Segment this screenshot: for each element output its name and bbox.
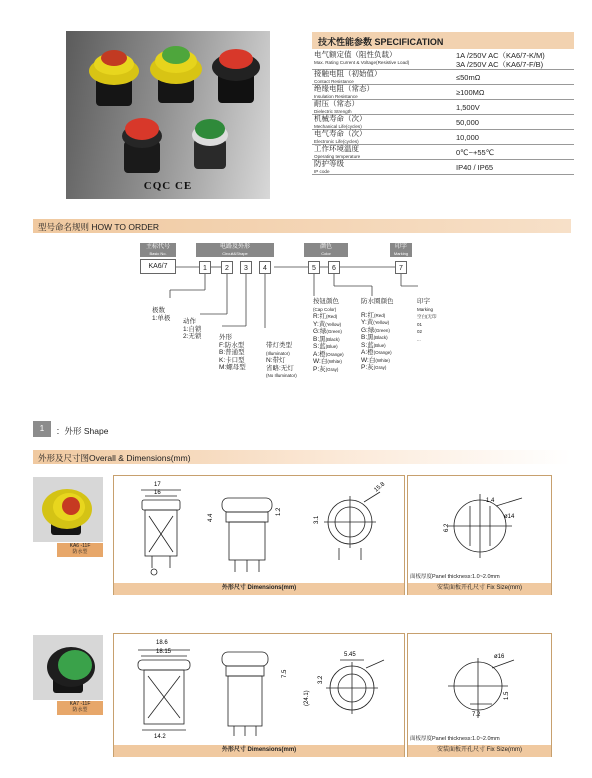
dim-k2: 18.15 bbox=[156, 649, 172, 655]
dimensions-title: 外形及尺寸图Overall & Dimensions(mm) bbox=[33, 450, 571, 464]
order-title: 型号命名规则 HOW TO ORDER bbox=[33, 219, 571, 233]
code-5: 5 bbox=[308, 261, 320, 274]
color-option: R:红(Red) bbox=[361, 311, 386, 319]
spec-label: 接触电阻（初始值） Contact Resistance bbox=[314, 69, 382, 84]
shape-label: 外形 F:防水型 B:普通型 K:卡口型 M:螺母型 bbox=[219, 334, 246, 371]
dim-k10: 1.5 bbox=[504, 691, 510, 700]
code-3: 3 bbox=[240, 261, 252, 274]
spec-value: 1A /250V AC（KA6/7-K/M) 3A /250V AC（KA6/7-F/B) bbox=[456, 51, 545, 69]
ka7-fixsize-drawing bbox=[408, 634, 551, 734]
dim-d6: 1.4 bbox=[486, 498, 495, 504]
ka7-dimension-drawing bbox=[114, 634, 404, 742]
dimension-caption-ka7: 外形尺寸 Dimensions(mm) bbox=[114, 745, 404, 757]
color-option: S:蓝(Blue) bbox=[361, 341, 386, 349]
dim-d7: ø14 bbox=[504, 514, 515, 520]
fixsize-panel-ka6 bbox=[407, 475, 552, 595]
code-6: 6 bbox=[328, 261, 340, 274]
product-photo bbox=[66, 31, 270, 199]
fixsize-caption-ka7: 安装面板开孔尺寸 Fix Size(mm) bbox=[408, 745, 551, 757]
ka7-button-icon bbox=[33, 635, 103, 700]
code-basic: KA6/7 bbox=[140, 259, 176, 274]
dim-d8: 6.2 bbox=[444, 523, 450, 532]
color-option: B:黑(Black) bbox=[313, 335, 340, 343]
spec-value: ≤50mΩ bbox=[456, 72, 481, 82]
spec-row bbox=[312, 160, 574, 175]
dim-k5: (24.1) bbox=[304, 690, 310, 706]
spec-row bbox=[312, 115, 574, 130]
buttons-illustration bbox=[66, 31, 270, 199]
spec-row bbox=[312, 130, 574, 145]
dim-d5: 3.1 bbox=[314, 515, 320, 524]
lamp-label: 带灯类型 (Illuminator) N:带灯 省略:无灯 (No Illuminator) bbox=[266, 342, 297, 378]
spec-row bbox=[312, 85, 574, 100]
ring-color-list: 防水圈颜色 R:红(Red) Y:黄(Yellow) G:绿(Green) B:黑(Black) S:蓝(Blue) A:橙(Orange) W:白(White) P:灰(Gray) bbox=[361, 298, 394, 371]
photo-caption: CQC CE bbox=[143, 180, 193, 192]
spec-row bbox=[312, 70, 574, 85]
dim-k6: 3.2 bbox=[318, 675, 324, 684]
color-option: Y:黄(Yellow) bbox=[361, 319, 390, 326]
marking-list: 印字 Marking 空白(无印 01 02 ... bbox=[417, 298, 437, 342]
spec-label: 机械寿命（次） Mechanical Life(cycles) bbox=[314, 114, 367, 129]
section-title: ：外形 Shape bbox=[56, 426, 109, 436]
fixsize-panel-ka7 bbox=[407, 633, 552, 757]
dim-k8: ø16 bbox=[494, 654, 505, 660]
code-1: 1 bbox=[199, 261, 211, 274]
spec-value: IP40 / IP65 bbox=[456, 162, 494, 172]
ka6-dimension-drawing bbox=[114, 476, 404, 581]
panel-note-ka7: 面板厚度Panel thickness:1.0~2.0mm bbox=[410, 736, 500, 742]
spec-label: 绝缘电阻（常态） Insulation Resistance bbox=[314, 84, 374, 99]
dim-d9: 15.8 bbox=[373, 481, 387, 494]
ka6-button-icon bbox=[33, 477, 103, 542]
dim-d2: 16 bbox=[154, 490, 161, 496]
product-thumb-ka6 bbox=[33, 477, 103, 542]
dim-d3: 4.4 bbox=[208, 513, 214, 522]
spec-label: 电气寿命（次） Electronic Life(cycles) bbox=[314, 129, 367, 144]
product-label-ka7: KA7 -11F 防水型 bbox=[57, 701, 103, 715]
dim-d1: 17 bbox=[154, 482, 161, 488]
panel-note-ka6: 面板厚度Panel thickness:1.0~2.0mm bbox=[410, 574, 500, 580]
dimension-panel-ka7 bbox=[113, 633, 405, 757]
group-basic: 主标代号 Basic No. bbox=[140, 243, 176, 257]
product-label-ka6: KA6 -11F 防水型 bbox=[57, 543, 103, 557]
code-2: 2 bbox=[221, 261, 233, 274]
spec-value: 50,000 bbox=[456, 117, 479, 127]
product-thumb-ka7 bbox=[33, 635, 103, 700]
color-option: G:绿(Green) bbox=[313, 328, 342, 335]
color-option: S:蓝(Blue) bbox=[313, 343, 338, 350]
spec-label: 电气额定值（阻性负载） Max. Rating Current & Voltage(Resistive Load) bbox=[314, 50, 410, 65]
spec-value: 10,000 bbox=[456, 132, 479, 142]
color-option: P:灰(Gray) bbox=[313, 365, 339, 373]
action-label: 动作 1:自锁 2:无锁 bbox=[183, 318, 202, 340]
spec-row bbox=[312, 51, 574, 70]
dim-k9: 7.2 bbox=[472, 712, 481, 718]
spec-header: 技术性能参数 SPECIFICATION bbox=[312, 32, 574, 49]
spec-label: 耐压（常态） Dielectric Strength bbox=[314, 99, 359, 114]
color-option: A:橙(Orange) bbox=[313, 350, 344, 358]
color-option: A:橙(Orange) bbox=[361, 349, 392, 356]
spec-value: 1,500V bbox=[456, 102, 480, 112]
group-circuit: 电路及外形 Circuit&Shape bbox=[196, 243, 274, 257]
color-option: B:黑(Black) bbox=[361, 334, 388, 341]
color-option: W:白(White) bbox=[361, 356, 390, 364]
dim-k4: 7.5 bbox=[282, 669, 288, 678]
spec-row bbox=[312, 145, 574, 160]
color-option: P:灰(Gray) bbox=[361, 364, 387, 371]
dim-k7: 5.45 bbox=[344, 652, 356, 658]
color-option: W:白(White) bbox=[313, 358, 342, 365]
group-marking: 印字 Marking bbox=[390, 243, 412, 257]
code-7: 7 bbox=[395, 261, 407, 274]
dim-d4: 1.2 bbox=[276, 507, 282, 516]
spec-value: ≥100MΩ bbox=[456, 87, 485, 97]
poles-label: 极数 1:单极 bbox=[152, 307, 171, 322]
dimension-caption-ka6: 外形尺寸 Dimensions(mm) bbox=[114, 583, 404, 595]
fixsize-caption-ka6: 安装面板开孔尺寸 Fix Size(mm) bbox=[408, 583, 551, 595]
spec-label: 防护等级 IP code bbox=[314, 159, 344, 174]
color-option: R:红(Red) bbox=[313, 313, 338, 320]
dim-k1: 18.6 bbox=[156, 640, 168, 646]
ka6-fixsize-drawing bbox=[408, 476, 551, 571]
spec-value: 0℃~+55℃ bbox=[456, 147, 495, 157]
cap-color-list: 按钮颜色 (Cap Color) R:红(Red) Y:黄(Yellow) G:绿(Green) B:黑(Black) S:蓝(Blue) A:橙(Orange) W:白(White) P:灰(Gray) bbox=[313, 298, 344, 373]
spec-row bbox=[312, 100, 574, 115]
group-color: 颜色 Color bbox=[304, 243, 348, 257]
section-number: 1 bbox=[33, 421, 51, 437]
dim-k3: 14.2 bbox=[154, 734, 166, 740]
color-option: G:绿(Green) bbox=[361, 326, 390, 334]
dimension-panel-ka6 bbox=[113, 475, 405, 595]
code-4: 4 bbox=[259, 261, 271, 274]
color-option: Y:黄(Yellow) bbox=[313, 320, 342, 328]
spec-label: 工作环境温度 Operating temperature bbox=[314, 144, 361, 159]
